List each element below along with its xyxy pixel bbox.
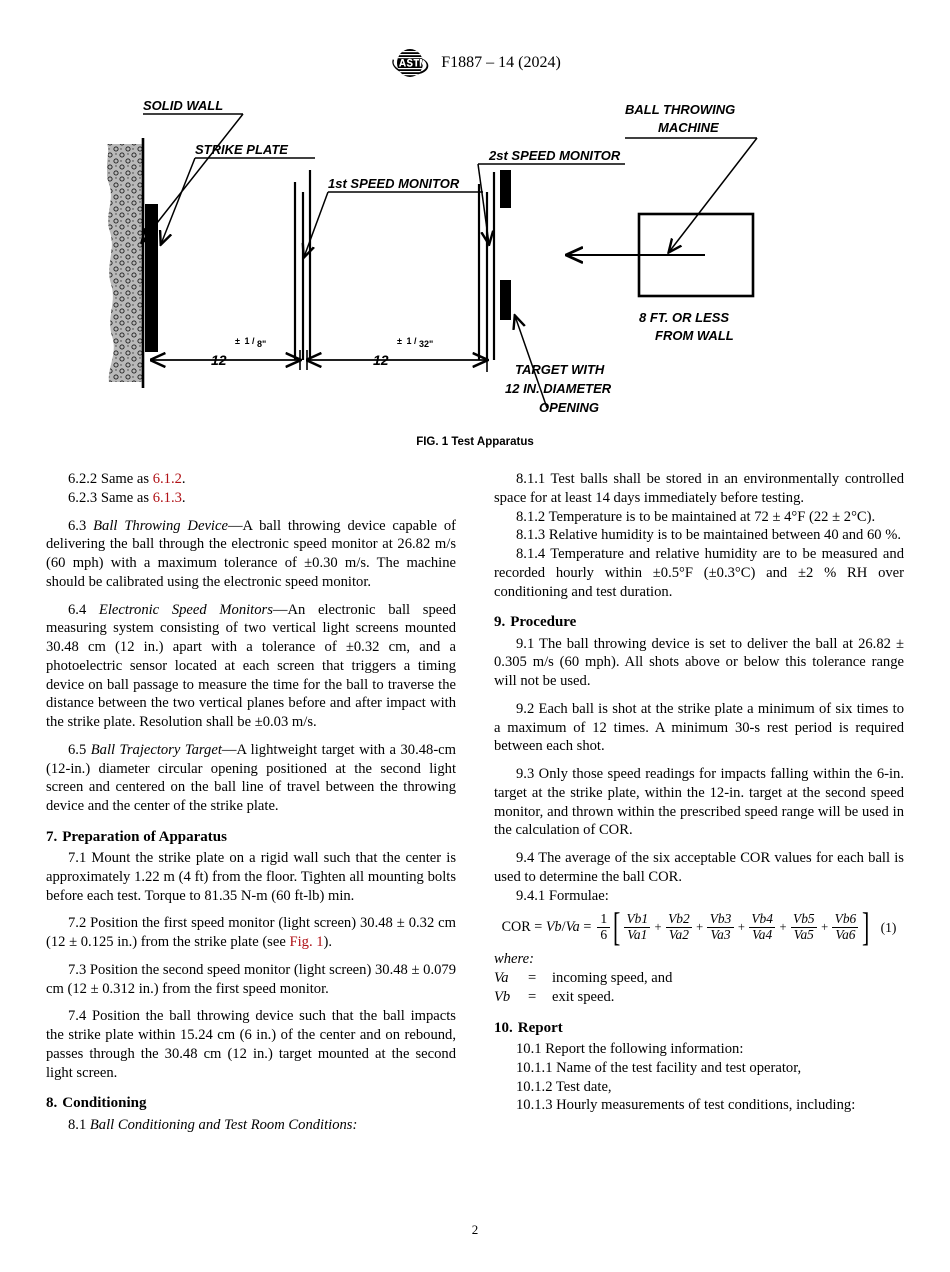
paragraph-10-1: 10.1 Report the following information: — [516, 1041, 744, 1058]
xref-6-1-2[interactable]: 6.1.2 — [152, 471, 182, 487]
where-equals: = — [528, 989, 537, 1006]
paragraph-6-3-text: —A ball throwing device capable of delivering the ball through the electronic speed monitor at 26.82 m/s (60 mph) with a maximum tolerance of ±0.30 m/s. The machine should be calibrated using the electronic speed monitor. — [46, 517, 457, 590]
dimension-second-span — [307, 336, 487, 368]
cor-term-4-denominator: Va4 — [749, 927, 775, 942]
operator-plus-3: + — [737, 920, 745, 935]
cor-term-4 — [748, 912, 776, 942]
label-distance-note-1: 8 FT. OR LESS — [639, 310, 730, 325]
cor-term-5 — [790, 912, 818, 942]
operator-plus-1: + — [654, 920, 662, 935]
where-equals: = — [528, 970, 537, 987]
paragraph-6-5 — [46, 741, 456, 816]
paragraph-9-3: 9.3 Only those speed readings for impacts falling within the 6-in. target at the strike plate, within the 12-in. target at the second speed monitor, and thrown within the prescribed speed range will be used in the calculation of COR. — [494, 766, 904, 839]
document-designation: F1887 – 14 (2024) — [441, 54, 561, 71]
cor-term-3-numerator: Vb3 — [709, 911, 732, 927]
section-heading-7 — [46, 828, 456, 847]
figure-caption: FIG. 1 Test Apparatus — [416, 436, 534, 448]
dimension-first-tolerance: ± 1 / 8" — [235, 336, 267, 349]
paragraph-6-4-number: 6.4 — [68, 601, 99, 618]
cor-equation-lhs: COR = Vb/Va = — [501, 919, 592, 936]
label-ball-throwing-machine-1: BALL THROWING — [625, 102, 736, 117]
cor-equation-coefficient — [597, 912, 610, 942]
cor-term-4-numerator: Vb4 — [751, 911, 773, 927]
section-heading-9-title: Procedure — [510, 614, 577, 631]
where-row — [494, 988, 672, 1007]
paragraph-6-5-title: Ball Trajectory Target — [90, 741, 222, 758]
label-solid-wall: SOLID WALL — [143, 98, 224, 113]
label-distance-note-2: FROM WALL — [655, 328, 734, 343]
paragraph-8-1-2: 8.1.2 Temperature is to be maintained at 72 ± 4°F (22 ± 2°C). — [516, 508, 876, 525]
cor-term-5-denominator: Va5 — [791, 927, 817, 942]
label-target-3: OPENING — [539, 400, 599, 415]
paragraph-6-2-2-prefix: 6.2.2 Same as — [68, 471, 153, 487]
cor-term-6-numerator: Vb6 — [834, 911, 857, 927]
paragraph-8-1 — [46, 1116, 456, 1135]
paragraph-6-2-3-prefix: 6.2.3 Same as — [68, 489, 153, 506]
strike-plate-graphic — [145, 204, 158, 352]
dimension-first-value: 12 — [211, 352, 227, 368]
operator-plus-4: + — [779, 920, 787, 935]
paragraph-8-1-title: Ball Conditioning and Test Room Conditions: — [89, 1116, 358, 1133]
xref-fig-1[interactable]: Fig. 1 — [289, 934, 324, 951]
section-heading-10 — [494, 1019, 904, 1038]
paragraph-10-1-1: 10.1.1 Name of the test facility and test operator, — [516, 1059, 802, 1076]
where-symbol: Vb — [494, 989, 511, 1006]
astm-logo-icon — [389, 48, 431, 78]
cor-term-2 — [665, 912, 693, 942]
paragraph-6-2-3-suffix: . — [181, 489, 186, 506]
paragraph-7-2 — [46, 914, 456, 952]
paragraph-6-2-2-suffix: . — [181, 471, 186, 487]
dimension-first-span — [151, 336, 300, 368]
paragraph-9-1: 9.1 The ball throwing device is set to deliver the ball at 26.82 ± 0.305 m/s (60 mph). All shots above or below this tolerance range will not be used. — [494, 635, 904, 690]
figure-drawing — [95, 92, 855, 442]
paragraph-6-5-text: —A lightweight target with a 30.48-cm (12-in.) diameter circular opening positioned at the second light screen and centered on the ball line of travel between the throwing device and the center of the strike plate. — [46, 741, 457, 814]
paragraph-10-1-2: 10.1.2 Test date, — [516, 1078, 612, 1095]
cor-term-1-numerator: Vb1 — [626, 911, 649, 927]
where-definitions-table — [494, 969, 672, 1007]
bracket-close-icon: ] — [862, 904, 870, 950]
where-definition: exit speed. — [552, 989, 615, 1006]
paragraph-7-2-suffix: ). — [323, 934, 333, 951]
label-strike-plate: STRIKE PLATE — [195, 142, 288, 157]
label-second-speed-monitor: 2st SPEED MONITOR — [489, 148, 621, 163]
left-column — [46, 470, 456, 1134]
where-symbol: Va — [494, 970, 509, 987]
paragraph-6-2-3 — [46, 489, 456, 508]
cor-term-6-denominator: Va6 — [832, 927, 858, 942]
paragraph-6-4 — [46, 601, 456, 732]
paragraph-6-4-title: Electronic Speed Monitors — [98, 601, 273, 618]
label-target-2: 12 IN. DIAMETER — [505, 381, 612, 396]
section-heading-10-title: Report — [517, 1019, 563, 1036]
test-apparatus-figure — [0, 92, 950, 452]
paragraph-9-4: 9.4 The average of the six acceptable COR values for each ball is used to determine the ball COR. — [494, 850, 904, 885]
paragraph-10-1-3: 10.1.3 Hourly measurements of test conditions, including: — [516, 1097, 856, 1114]
second-speed-monitor-graphic — [479, 172, 494, 360]
paragraph-6-3-number: 6.3 — [68, 517, 94, 534]
where-definition: incoming speed, and — [552, 970, 673, 987]
where-row — [494, 969, 672, 988]
ball-throwing-machine-graphic — [567, 214, 753, 296]
document-header — [0, 48, 950, 78]
paragraph-8-1-4: 8.1.4 Temperature and relative humidity are to be measured and recorded hourly within ±0.5°F (±0.3°C) and ±2 % RH over conditioning and test duration. — [494, 546, 904, 600]
label-target-1: TARGET WITH — [515, 362, 605, 377]
operator-plus-5: + — [821, 920, 829, 935]
cor-term-3-denominator: Va3 — [707, 927, 733, 942]
section-heading-8-number: 8. — [46, 1095, 58, 1112]
cor-equation — [494, 904, 904, 950]
solid-wall-graphic — [107, 138, 143, 388]
paragraph-8-1-3: 8.1.3 Relative humidity is to be maintained between 40 and 60 %. — [516, 527, 902, 544]
paragraph-9-4-1: 9.4.1 Formulae: — [516, 887, 609, 904]
cor-term-5-numerator: Vb5 — [793, 911, 815, 927]
paragraph-9-2: 9.2 Each ball is shot at the strike plate a minimum of six times to a maximum of 12 times. A minimum 30-s rest period is required between each shot. — [494, 700, 904, 755]
section-heading-8-title: Conditioning — [62, 1095, 147, 1112]
body-columns — [46, 470, 904, 1134]
where-label: where: — [494, 950, 534, 967]
paragraph-7-2-prefix: 7.2 Position the first speed monitor (light screen) 30.48 ± 0.32 cm (12 ± 0.125 in.) from the strike plate (see — [46, 915, 456, 951]
paragraph-7-4: 7.4 Position the ball throwing device such that the ball impacts the strike plate within 15.24 cm (6 in.) of the center and on rebound, passes through the 30.48 cm (12 in.) target mounted at the second light screen. — [46, 1008, 456, 1081]
paragraph-6-4-text: —An electronic ball speed measuring system consisting of two vertical light screens mounted 30.48 cm (12 in.) apart with a tolerance of ±0.32 cm, and a photoelectric sensor located at each screen that triggers a timing device on ball passage to measure the time for the ball to traverse the distance between the two vertical planes before and after impact with the strike plate. Resolution shall be ±0.03 m/s. — [46, 601, 456, 730]
bracket-open-icon: [ — [613, 904, 621, 950]
section-heading-7-title: Preparation of Apparatus — [62, 828, 227, 845]
paragraph-7-1: 7.1 Mount the strike plate on a rigid wall such that the center is approximately 1.22 m (4 ft) from the floor. Tighten all mounting bolts before each test. Torque to 81.35 N-m (60 ft-lb) min. — [46, 850, 456, 904]
xref-6-1-3[interactable]: 6.1.3 — [152, 489, 182, 506]
cor-term-3 — [707, 912, 735, 942]
paragraph-6-3 — [46, 517, 456, 592]
operator-plus-2: + — [696, 920, 704, 935]
paragraph-6-3-title: Ball Throwing Device — [93, 517, 228, 534]
label-first-speed-monitor: 1st SPEED MONITOR — [328, 176, 460, 191]
section-heading-7-number: 7. — [46, 828, 58, 845]
section-heading-10-number: 10. — [494, 1019, 513, 1036]
paragraph-8-1-number: 8.1 — [68, 1116, 90, 1133]
coefficient-denominator: 6 — [597, 927, 610, 943]
label-ball-throwing-machine-2: MACHINE — [658, 120, 719, 135]
page-number: 2 — [471, 1222, 479, 1237]
paragraph-6-2-2 — [46, 470, 456, 489]
section-heading-9-number: 9. — [494, 614, 506, 631]
coefficient-numerator: 1 — [600, 911, 608, 927]
section-heading-9 — [494, 613, 904, 632]
section-heading-8 — [46, 1094, 456, 1113]
right-column — [494, 470, 904, 1134]
paragraph-6-5-number: 6.5 — [68, 741, 91, 758]
dimension-second-value: 12 — [373, 352, 389, 368]
cor-term-2-numerator: Vb2 — [668, 911, 690, 927]
cor-term-1 — [623, 912, 651, 942]
dimension-second-tolerance: ± 1 / 32" — [397, 336, 434, 349]
target-plate-upper — [500, 170, 511, 208]
cor-term-2-denominator: Va2 — [666, 927, 692, 942]
cor-term-6 — [832, 912, 860, 942]
target-plate-lower — [500, 280, 511, 320]
cor-term-1-denominator: Va1 — [624, 927, 650, 942]
first-speed-monitor-graphic — [295, 170, 310, 360]
paragraph-7-3: 7.3 Position the second speed monitor (light screen) 30.48 ± 0.079 cm (12 ± 0.312 in.) from the first speed monitor. — [46, 961, 456, 997]
paragraph-8-1-1: 8.1.1 Test balls shall be stored in an environmentally controlled space for at least 14 days immediately before testing. — [494, 471, 904, 506]
equation-number: (1) — [880, 919, 897, 935]
